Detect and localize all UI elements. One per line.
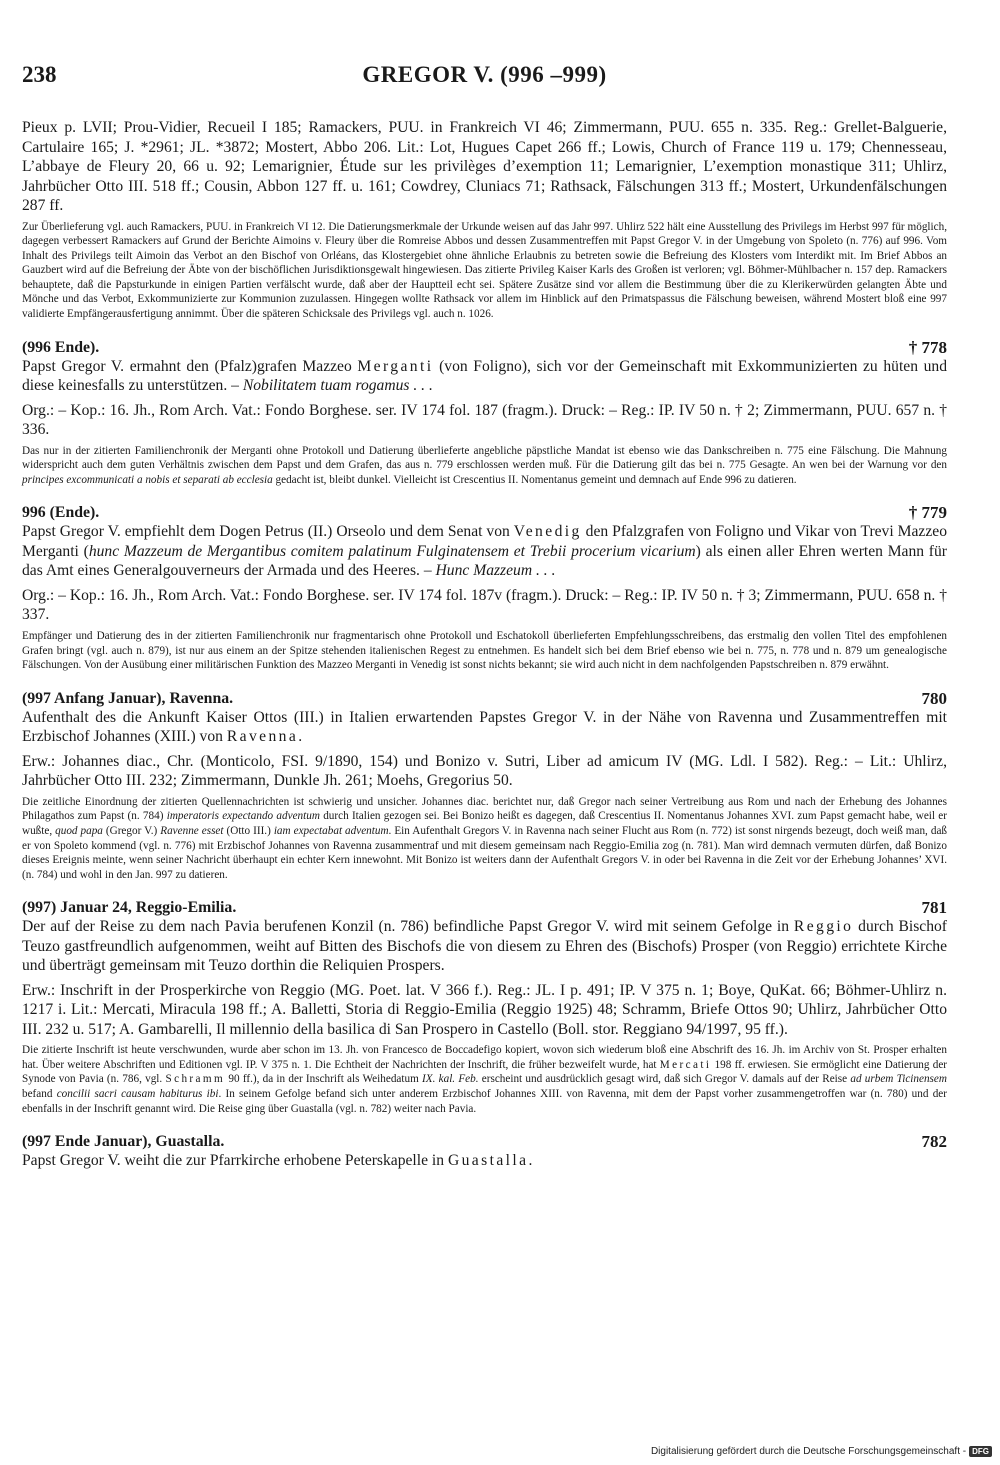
entry-date: (997 Anfang Januar), Ravenna. (22, 689, 234, 707)
regest-entry-782 (22, 1132, 947, 1171)
spaced-name: Venedig (513, 523, 582, 541)
entry-heading (22, 338, 947, 357)
entry-heading (22, 689, 947, 708)
page-number: 238 (22, 62, 57, 87)
entry-commentary: Das nur in der zitierten Familienchronik der Merganti ohne Protokoll und Datierung überlieferte angebliche päpstliche Mandat ist ebenso wie das Dankschreiben n. 775 eine Fälschung. Die Mahnung widerspricht auch dem guten Verhältnis zwischen dem Papst und dem Grafen, das aus n. 779 erschlossen werden muß. Für die Datierung gilt das bei n. 775 Gesagte. An wen bei der Warnung vor den principes excommunicati a nobis et separati ab ecclesia gedacht ist, bleibt dunkel. Vielleicht ist Crescentius II. Nomentanus gemeint und demnach auf Ende 996 zu datieren. (22, 444, 947, 486)
entry-number: 780 (921, 688, 947, 708)
entry-number: 781 (921, 898, 947, 918)
incipit: Nobilitatem tuam rogamus . . . (242, 377, 433, 395)
entry-date: (997 Ende Januar), Guastalla. (22, 1133, 225, 1151)
entry-heading (22, 898, 947, 917)
digitization-footer (651, 1446, 992, 1457)
entry-date: (996 Ende). (22, 338, 100, 356)
page-header (22, 62, 947, 94)
entry-references: Erw.: Johannes diac., Chr. (Monticolo, FSI. 9/1890, 154) und Bonizo v. Sutri, Liber ad amicum IV (MG. Ldl. I 582). Reg.: – Lit.: Uhlirz, Jahrbücher Otto III. 232; Zimmermann, Dunkle Jh. 261; Moehs, Gregorius 50. (22, 752, 947, 790)
regest-entry-778 (22, 338, 947, 488)
entry-summary: Papst Gregor V. weiht die zur Pfarrkirche erhobene Peterskapelle in Guastalla. (22, 1152, 533, 1170)
entry-summary: Aufenthalt des die Ankunft Kaiser Ottos (III.) in Italien erwartenden Papstes Gregor V. in der Nähe von Ravenna und Zusammentreffen mit Erzbischof Johannes (XIII.) von Ravenna. (22, 708, 947, 746)
spaced-name: Guastalla (447, 1152, 529, 1170)
regest-entry-781 (22, 898, 947, 1116)
entry-date: (997) Januar 24, Reggio-Emilia. (22, 899, 237, 917)
entry-commentary: Die zitierte Inschrift ist heute verschwunden, wurde aber schon im 13. Jh. von Francesco de Boccadefigo kopiert, wovon sich wiederum bloß eine Abschrift des 16. Jh. im Archiv von St. Prosper erhalten hat. Über weitere Abschriften und Editionen vgl. IP. V 375 n. 1. Die Echtheit der Nachrichten der Inschrift, die früher bezweifelt wurde, hat Mercati 198 ff. erwiesen. Sie ermöglicht eine Datierung der Synode von Pavia (n. 786, vgl. Schramm 90 ff.), da in der Inschrift als Weihedatum IX. kal. Feb. erscheint und ausdrücklich gesagt wird, daß sich Gregor V. damals auf der Reise ad urbem Ticinensem befand concilii sacri causam habiturus ibi. In seinem Gefolge befand sich unter anderem Erzbischof Johannes XIII. von Ravenna, mit dem der Papst vorher zusammengetroffen war (n. 780) und der ebenfalls in der Inschrift genannt wird. Die Reise ging über Guastalla (vgl. n. 782) weiter nach Pavia. (22, 1044, 948, 1115)
dfg-logo: DFG (969, 1446, 992, 1457)
entry-heading (22, 503, 947, 522)
entry-references: Org.: – Kop.: 16. Jh., Rom Arch. Vat.: Fondo Borghese. ser. IV 174 fol. 187v (fragm.). Druck: – Reg.: IP. IV 50 n. † 3; Zimmermann, PUU. 658 n. † 337. (22, 586, 947, 624)
regest-entry-780 (22, 689, 947, 883)
intro-references: Pieux p. LVII; Prou-Vidier, Recueil I 185; Ramackers, PUU. in Frankreich VI 46; Zimmermann, PUU. 655 n. 335. Reg.: Grellet-Balguerie, Cartulaire 165; J. *2961; JL. *3872; Mostert, Abbo 206. Lit.: Lot, Hugues Capet 266 ff.; Lowis, Church of France 119 u. 179; Chennesseau, L’abbaye de Fleury 20, 66 u. 92; Lemarignier, Étude sur les privilèges d’exemption 11; Lemarignier, L’exemption monastique 311; Uhlirz, Jahrbücher Otto III. 518 ff.; Cousin, Abbon 127 ff. u. 161; Cowdrey, Cluniacs 71; Rathsack, Fälschungen 313 ff.; Mostert, Urkundenfälschungen 287 ff. (22, 119, 947, 214)
entry-number: † 779 (908, 503, 947, 523)
intro-block (22, 118, 947, 322)
spaced-name: Reggio (793, 918, 854, 936)
running-title: GREGOR V. (996 –999) (362, 62, 607, 87)
entry-commentary: Die zeitliche Einordnung der zitierten Quellennachrichten ist schwierig und unsicher. Johannes diac. berichtet nur, daß Gregor nach seiner Vertreibung aus Rom und nach der Erhebung des Johannes Philagathos zum Papst (n. 784) imperatoris expectando adventum durch Italien gezogen sei. Bei Bonizo heißt es dagegen, daß Crescentius II. Nomentanus Johannes XVI. zum Papst gemacht habe, weil er wußte, quod papa (Gregor V.) Ravenne esset (Otto III.) iam expectabat adventum. Ein Aufenthalt Gregors V. in Ravenna nach seiner Flucht aus Rom (n. 772) ist sonst nirgends bezeugt, doch weiß man, daß er von Spoleto kommend (vgl. n. 776) mit Erzbischof Johannes von Ravenna zusammentraf und mit diesem gemeinsam nach Reggio-Emilia zog (n. 781). Man wird demnach vermuten dürfen, daß Bonizo dieses Ereignis meinte, wenn seiner Nachricht überhaupt ein echter Kern innewohnt. Mit Bonizo ist weiters dann der Aufenthalt Gregors V. in oder bei Ravenna in die Zeit vor der Erhebung Johannes’ XVI. (n. 784) und wohl in den Jan. 997 zu datieren. (22, 795, 948, 881)
page-content (22, 118, 947, 1171)
entry-references: Erw.: Inschrift in der Prosperkirche von Reggio (MG. Poet. lat. V 366 f.). Reg.: JL. I p. 491; IP. V 375 n. 1; Boye, QuKat. 66; Böhmer-Uhlirz n. 1217 i. Lit.: Mercati, Miracula 198 ff.; A. Balletti, Storia di Reggio-Emilia (Reggio 1925) 48; Schramm, Briefe Ottos 90; Uhlirz, Jahrbücher Otto III. 232 u. 517; A. Gambarelli, Il millennio della basilica di San Prospero in Castello (Boll. stor. Reggiano 94/1997, 95 ff.). (22, 981, 947, 1038)
entry-summary: Papst Gregor V. empfiehlt dem Dogen Petrus (II.) Orseolo und dem Senat von Venedig den Pfalzgrafen von Foligno und Vikar von Trevi Mazzeo Merganti (hunc Mazzeum de Mergantibus comitem palatinum Fulginatensem et Trebii procerium vicarium) als einen aller Ehren werten Mann für das Amt eines Generalgouverneurs der Armada und des Heeres. – Hunc Mazzeum . . . (22, 523, 947, 580)
entry-number: † 778 (908, 337, 947, 357)
entry-number: 782 (921, 1132, 947, 1152)
entry-references: Org.: – Kop.: 16. Jh., Rom Arch. Vat.: Fondo Borghese. ser. IV 174 fol. 187 (fragm.). Druck: – Reg.: IP. IV 50 n. † 2; Zimmermann, PUU. 657 n. † 336. (22, 401, 947, 439)
incipit: Hunc Mazzeum . . . (435, 562, 556, 580)
spaced-name: Merganti (357, 357, 434, 375)
entry-summary: Der auf der Reise zu dem nach Pavia berufenen Konzil (n. 786) befindliche Papst Gregor V. wird mit seinem Gefolge in Reggio durch Bischof Teuzo gastfreundlich aufgenommen, weiht auf Bitten des Bischofs die von diesem zu Ehren des (Bischofs) Prosper (von Reggio) errichtete Kirche und überträgt gemeinsam mit Teuzo dorthin die Reliquien Prospers. (22, 918, 948, 975)
footer-text: Digitalisierung gefördert durch die Deutsche Forschungsgemeinschaft - (650, 1446, 967, 1457)
entry-heading (22, 1132, 947, 1151)
entry-date: 996 (Ende). (22, 504, 100, 522)
intro-commentary: Zur Überlieferung vgl. auch Ramackers, PUU. in Frankreich VI 12. Die Datierungsmerkmale der Urkunde weisen auf das Jahr 997. Uhlirz 522 hält eine Ausstellung des Privilegs im Herbst 997 für möglich, dagegen verbessert Ramackers auf Grund der Berichte Aimoins v. Fleury über die Romreise Abbos und dessen Zusammentreffen mit Papst Gregor V. in der Umgebung von Spoleto (n. 776) auf 996. Vom Inhalt des Privilegs teilt Aimoin das Verbot an den Bischof von Orléans, das Klostergebiet ohne ähnliche Erlaubnis zu betreten sowie die Befreiung des Klosters vom Interdikt mit. Im Brief Abbos an Gauzbert wird auf die Befreiung der Äbte von der bischöflichen Jurisdiktionsgewalt hingewiesen. Das zitierte Privileg Kaiser Karls des Großen ist verloren; vgl. Böhmer-Mühlbacher n. 157 dep. Ramackers behauptete, daß die Papsturkunde in einigen Partien verfälscht wurde, daß aber der Hauptteil echt sei. Spätere Zusätze sind vor allem die Bestimmung über die zu Klerikerwürden gelangten Äbte und Mönche und das Verbot, Exkommunizierte zur Kommunion zuzulassen. Hingegen wollte Rathsack vor allem im Hinblick auf den Primatspassus die Fälschung beweisen, während Mostert bloß eine 997 validierte Empfängerausfertigung annimmt. Über die späteren Schicksale des Privilegs vgl. auch n. 1026. (22, 220, 947, 321)
entry-summary: Papst Gregor V. ermahnt den (Pfalz)grafen Mazzeo Merganti (von Foligno), sich vor der Gemeinschaft mit Exkommunizierten zu hüten und diese keinesfalls zu unterstützen. – Nobilitatem tuam rogamus . . . (22, 357, 948, 395)
spaced-name: Ravenna (226, 728, 299, 746)
regest-entry-779 (22, 503, 947, 672)
entry-commentary: Empfänger und Datierung des in der zitierten Familienchronik nur fragmentarisch ohne Protokoll und Eschatokoll überlieferten Empfehlungsschreibens, das erstmalig den vollen Titel des empfohlenen Grafen bringt (vgl. auch n. 879), ist nur aus einem an der Spitze stehenden italienischen Regest zu entnehmen. Es handelt sich bei dem Brief ebenso wie bei n. 775, n. 778 und n. 879 um genealogische Fälschungen. Von der Ausübung einer militärischen Funktion des Mazzeo Merganti in Venedig ist sonst nichts bekannt; sie wird auch nicht in dem nachfolgenden Papstschreiben n. 879 erwähnt. (22, 629, 947, 672)
